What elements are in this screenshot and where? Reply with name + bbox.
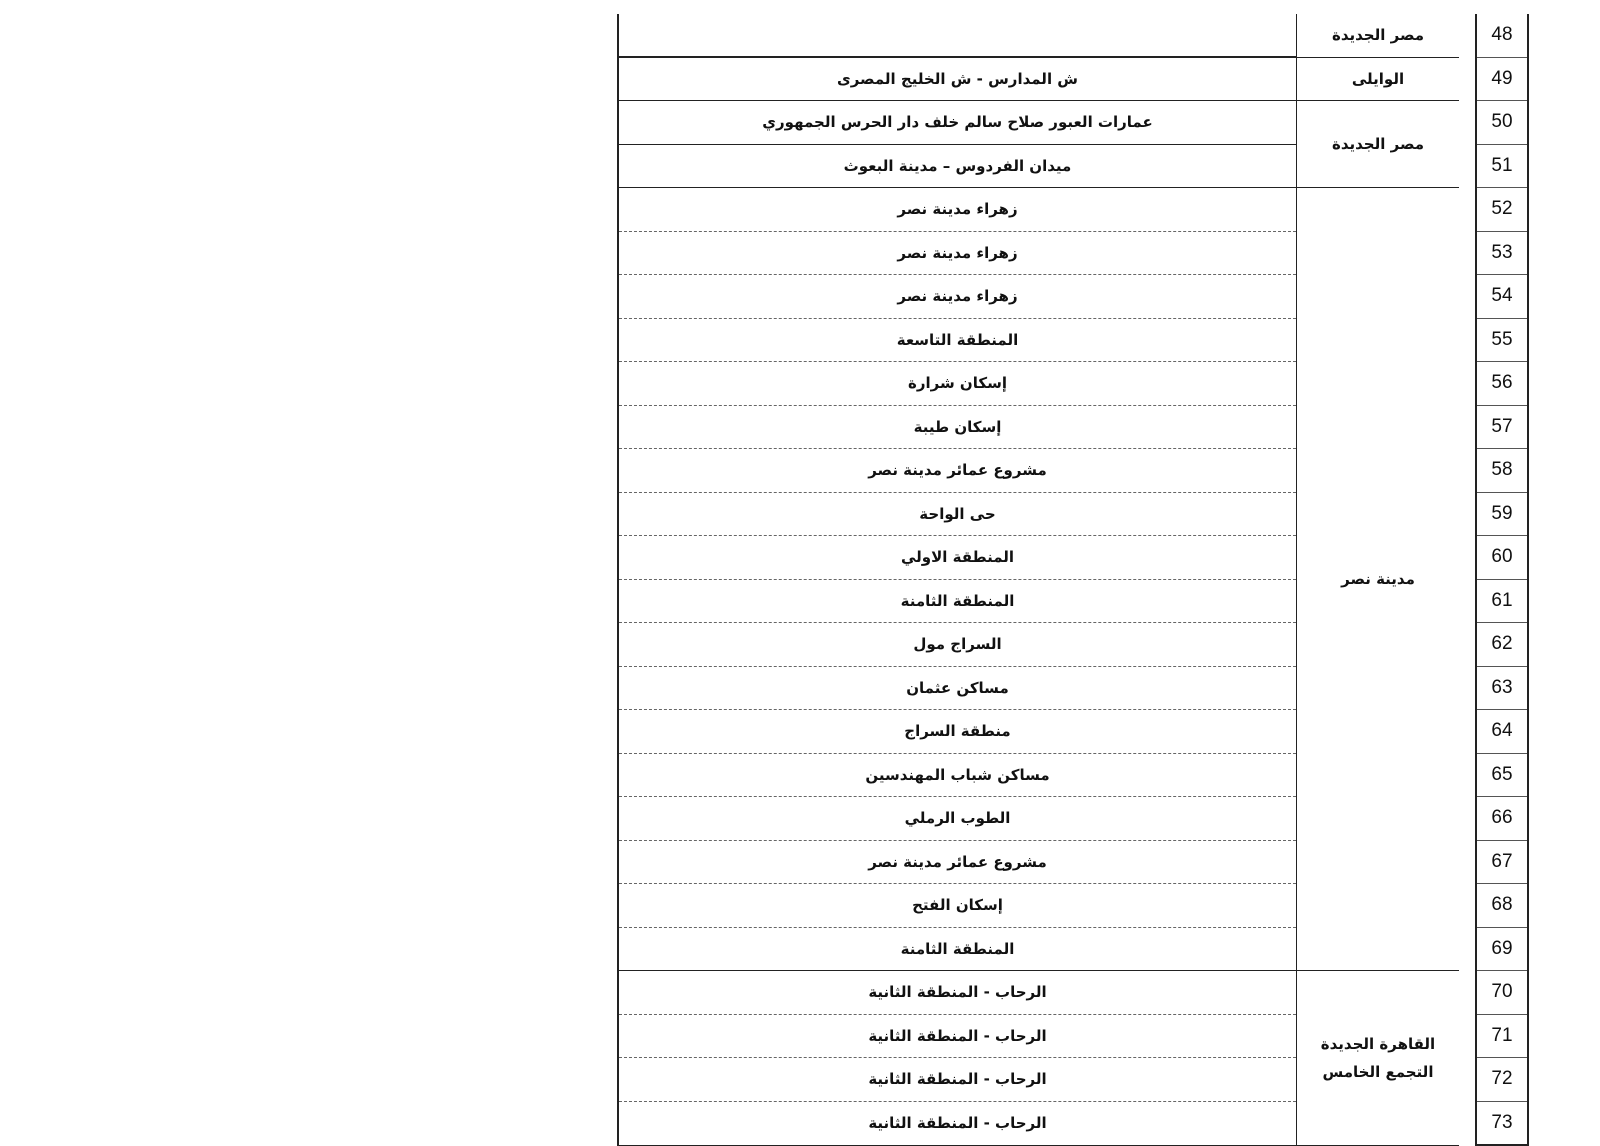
row-number: 64 (1476, 710, 1528, 754)
address-cell (618, 14, 1297, 57)
row-number: 52 (1476, 188, 1528, 232)
row-number: 51 (1476, 144, 1528, 188)
row-number: 67 (1476, 840, 1528, 884)
row-number: 48 (1476, 14, 1528, 57)
locations-table-wrap (617, 14, 1529, 1133)
address-cell: ميدان الفردوس – مدينة البعوث (618, 144, 1297, 188)
row-number: 57 (1476, 405, 1528, 449)
row-number: 68 (1476, 884, 1528, 928)
row-number: 72 (1476, 1058, 1528, 1102)
address-cell: المنطقة الاولي (618, 536, 1297, 580)
address-cell: الطوب الرملي (618, 797, 1297, 841)
address-cell: الرحاب - المنطقة الثانية (618, 971, 1297, 1015)
row-number: 73 (1476, 1101, 1528, 1145)
district-cell: مصر الجديدة (1297, 101, 1460, 188)
row-number: 60 (1476, 536, 1528, 580)
address-cell: المنطقة الثامنة (618, 927, 1297, 971)
address-cell: مساكن عثمان (618, 666, 1297, 710)
address-cell: زهراء مدينة نصر (618, 188, 1297, 232)
row-number: 58 (1476, 449, 1528, 493)
address-cell: ش المدارس - ش الخليج المصرى (618, 57, 1297, 101)
row-number: 61 (1476, 579, 1528, 623)
row-number: 56 (1476, 362, 1528, 406)
row-number: 70 (1476, 971, 1528, 1015)
address-cell: زهراء مدينة نصر (618, 275, 1297, 319)
address-cell: الرحاب - المنطقة الثانية (618, 1058, 1297, 1102)
address-cell: حى الواحة (618, 492, 1297, 536)
row-number: 50 (1476, 101, 1528, 145)
row-number: 55 (1476, 318, 1528, 362)
district-cell: القاهرة الجديدة التجمع الخامس (1297, 971, 1460, 1146)
address-cell: مساكن شباب المهندسين (618, 753, 1297, 797)
row-number: 54 (1476, 275, 1528, 319)
address-cell: منطقة السراج (618, 710, 1297, 754)
table-row (618, 971, 1528, 1015)
district-cell: مدينة نصر (1297, 188, 1460, 971)
address-cell: إسكان الفتح (618, 884, 1297, 928)
row-number: 71 (1476, 1014, 1528, 1058)
table-row (618, 14, 1528, 57)
row-number: 69 (1476, 927, 1528, 971)
address-cell: مشروع عمائر مدينة نصر (618, 449, 1297, 493)
row-number: 63 (1476, 666, 1528, 710)
district-cell: مصر الجديدة (1297, 14, 1460, 57)
address-cell: المنطقة التاسعة (618, 318, 1297, 362)
table-row (618, 188, 1528, 232)
district-cell: الوايلى (1297, 57, 1460, 101)
address-cell: إسكان طيبة (618, 405, 1297, 449)
table-row (618, 57, 1528, 101)
address-cell: الرحاب - المنطقة الثانية (618, 1101, 1297, 1145)
row-number: 62 (1476, 623, 1528, 667)
locations-table (617, 14, 1529, 1146)
address-cell: عمارات العبور صلاح سالم خلف دار الحرس الجمهوري (618, 101, 1297, 145)
row-number: 53 (1476, 231, 1528, 275)
address-cell: المنطقة الثامنة (618, 579, 1297, 623)
address-cell: الرحاب - المنطقة الثانية (618, 1014, 1297, 1058)
row-number: 66 (1476, 797, 1528, 841)
address-cell: إسكان شرارة (618, 362, 1297, 406)
row-number: 59 (1476, 492, 1528, 536)
address-cell: زهراء مدينة نصر (618, 231, 1297, 275)
address-cell: مشروع عمائر مدينة نصر (618, 840, 1297, 884)
table-row (618, 101, 1528, 145)
address-cell: السراج مول (618, 623, 1297, 667)
row-number: 49 (1476, 57, 1528, 101)
row-number: 65 (1476, 753, 1528, 797)
